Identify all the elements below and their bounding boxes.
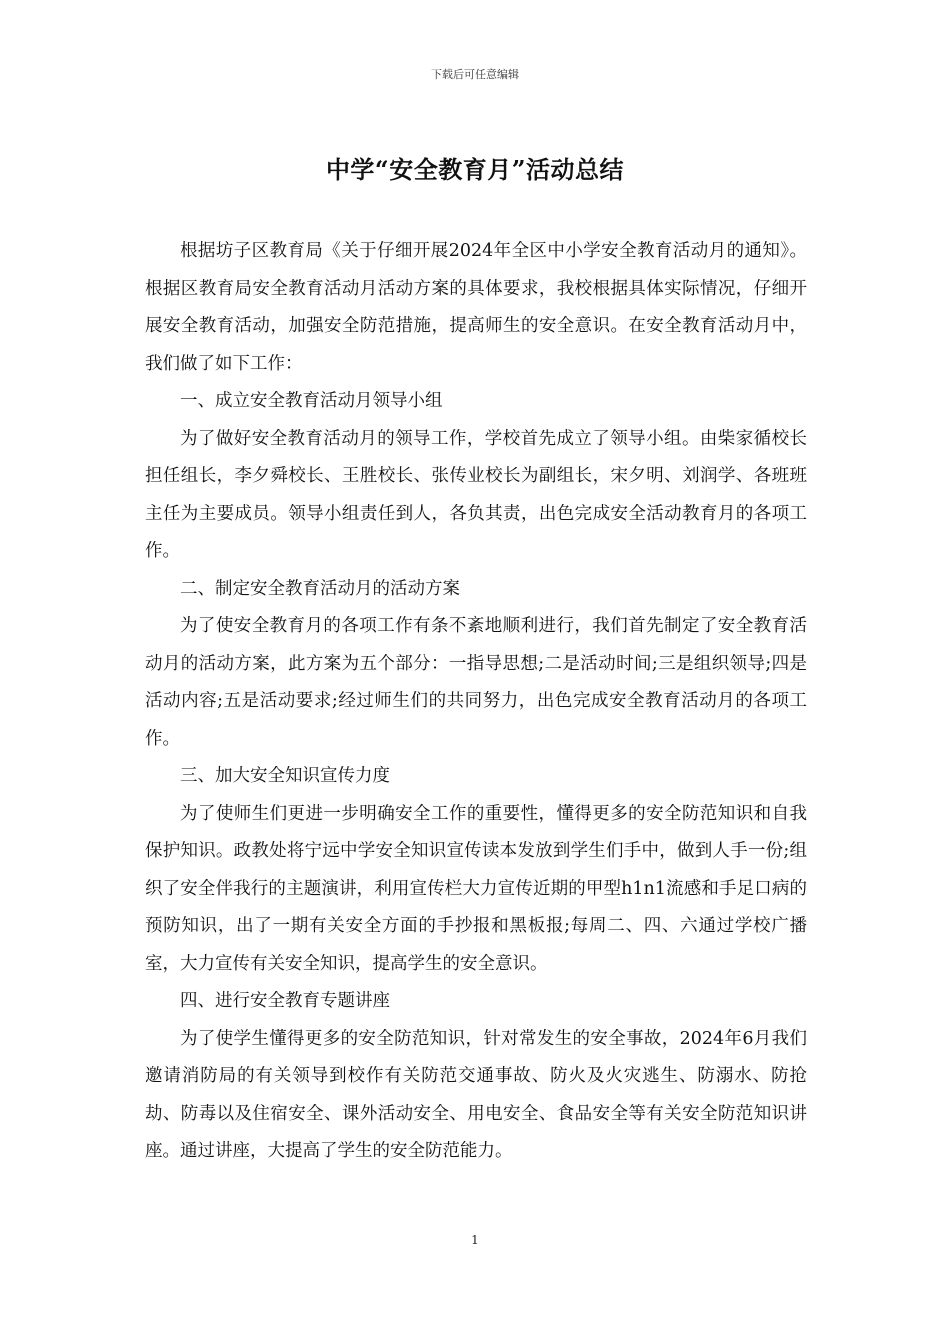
page-number: 1 — [471, 1233, 479, 1247]
document-title: 中学“安全教育月”活动总结 — [325, 155, 625, 184]
paragraph-section-2: 为了使安全教育月的各项工作有条不紊地顺利进行，我们首先制定了安全教育活动月的活动方案，此方案为五个部分：一指导思想;二是活动时间;三是组织领导;四是活动内容;五是活动要求;经过师生们的共同努力，出色完成安全教育活动月的各项工作。 — [145, 616, 807, 749]
paragraph-intro: 根据坊子区教育局《关于仔细开展2024年全区中小学安全教育活动月的通知》。根据区教育局安全教育活动月活动方案的具体要求，我校根据具体实际情况，仔细开展安全教育活动，加强安全防范措施，提高师生的安全意识。在安全教育活动月中，我们做了如下工作： — [145, 241, 807, 374]
section-heading-1: 一、成立安全教育活动月领导小组 — [180, 391, 443, 411]
header-note: 下载后可任意编辑 — [431, 68, 519, 81]
section-heading-2: 二、制定安全教育活动月的活动方案 — [180, 578, 460, 599]
paragraph-section-1: 为了做好安全教育活动月的领导工作，学校首先成立了领导小组。由柴家循校长担任组长，李夕舜校长、王胜校长、张传业校长为副组长，宋夕明、刘润学、各班班主任为主要成员。领导小组责任到人，各负其责，出色完成安全活动教育月的各项工作。 — [145, 428, 807, 561]
paragraph-section-4: 为了使学生懂得更多的安全防范知识，针对常发生的安全事故，2024年6月我们邀请消防局的有关领导到校作有关防范交通事故、防火及火灾逃生、防溺水、防抢劫、防毒以及住宿安全、课外活动安全、用电安全、食品安全等有关安全防范知识讲座。通过讲座，大提高了学生的安全防范能力。 — [145, 1028, 807, 1161]
section-heading-4: 四、进行安全教育专题讲座 — [180, 991, 390, 1011]
section-heading-3: 三、加大安全知识宣传力度 — [180, 766, 390, 786]
paragraph-section-3: 为了使师生们更进一步明确安全工作的重要性，懂得更多的安全防范知识和自我保护知识。政教处将宁远中学安全知识宣传读本发放到学生们手中，做到人手一份;组织了安全伴我行的主题演讲，利用宣传栏大力宣传近期的甲型h1n1流感和手足口病的预防知识，出了一期有关安全方面的手抄报和黑板报;每周二、四、六通过学校广播室，大力宣传有关安全知识，提高学生的安全意识。 — [145, 803, 807, 974]
document-body — [145, 233, 807, 1171]
